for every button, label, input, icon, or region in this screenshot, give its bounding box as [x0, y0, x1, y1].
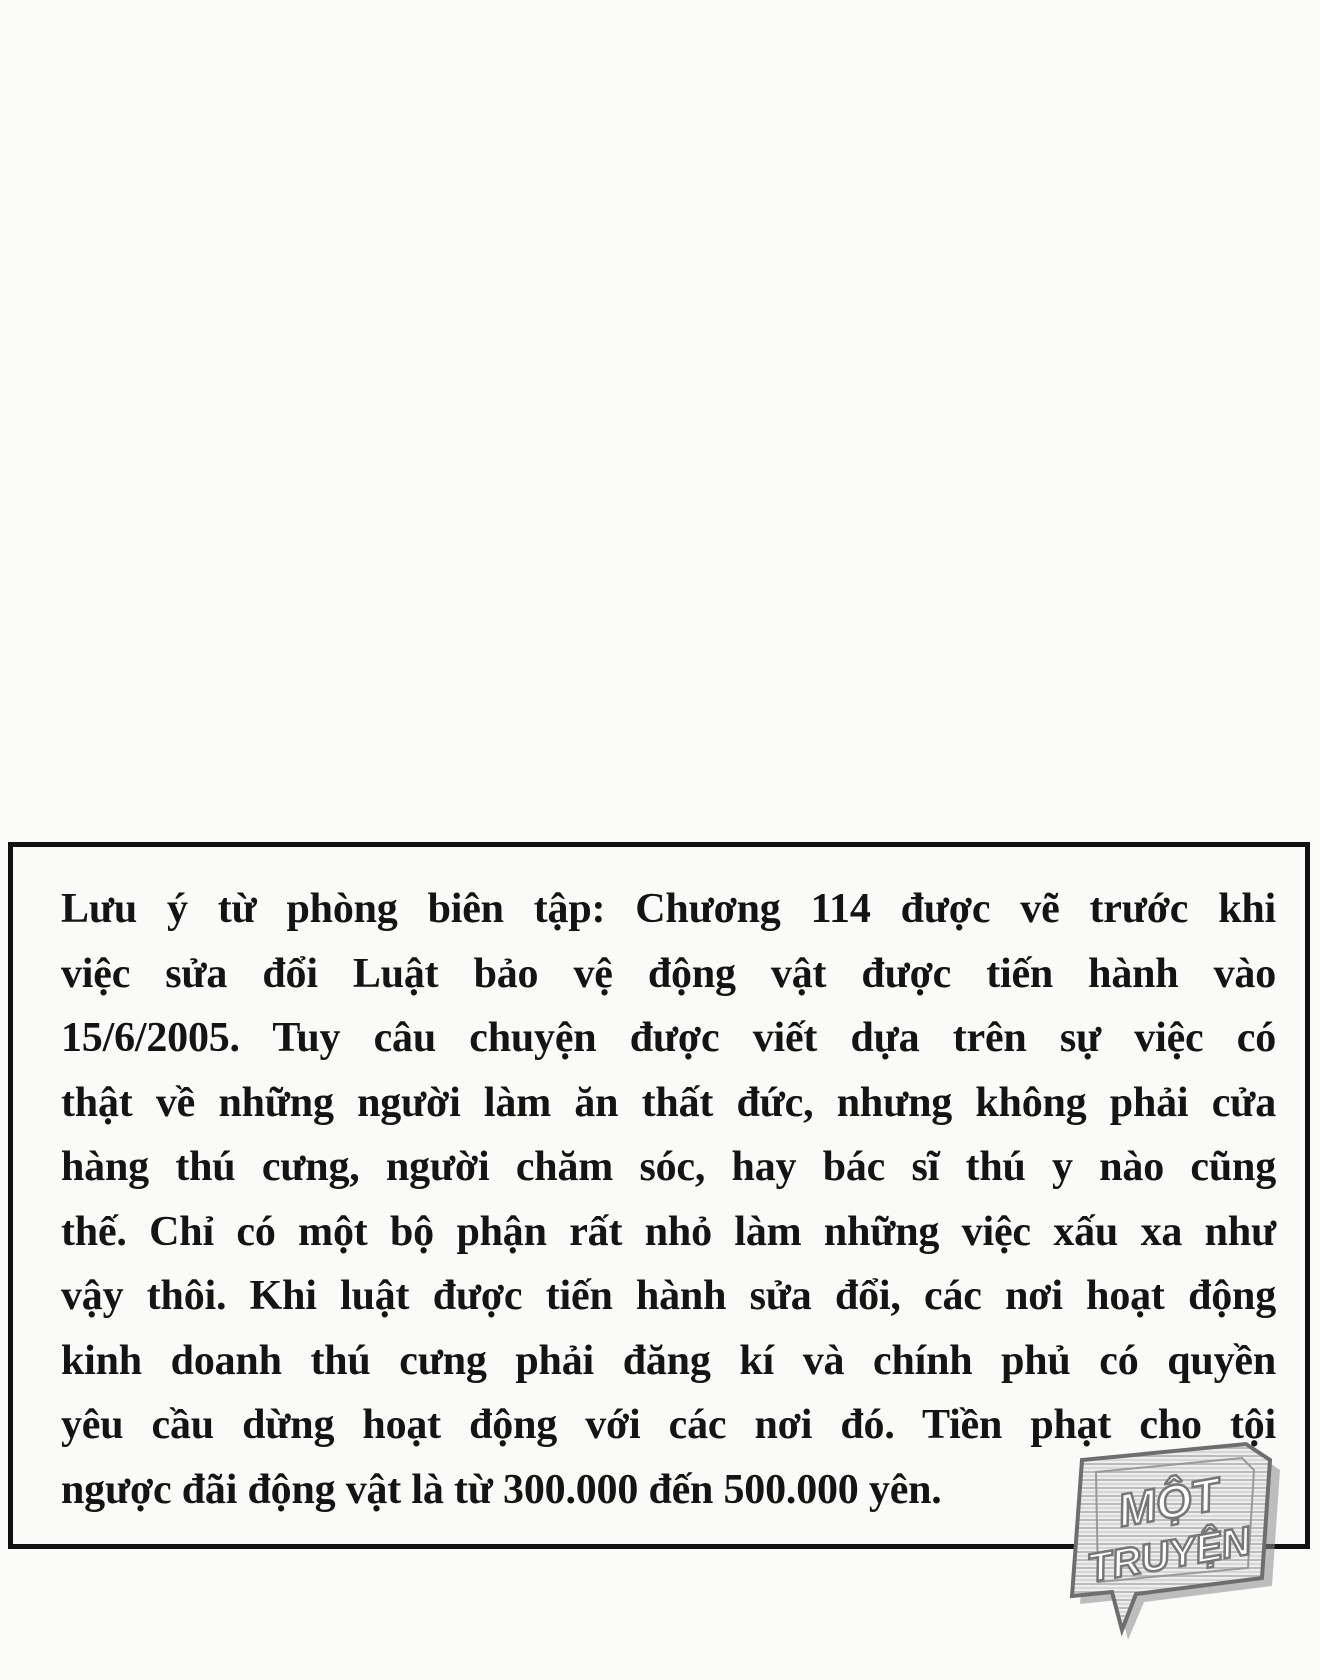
- note-line: thật về những người làm ăn thất đức, nhưng không phải cửa: [61, 1079, 1276, 1126]
- note-line: kinh doanh thú cưng phải đăng kí và chính phủ có quyền: [61, 1337, 1276, 1384]
- note-line: việc sửa đổi Luật bảo vệ động vật được tiến hành vào: [61, 950, 1276, 997]
- note-line: Lưu ý từ phòng biên tập: Chương 114 được vẽ trước khi: [61, 886, 1276, 932]
- note-line: thế. Chỉ có một bộ phận rất nhỏ làm những việc xấu xa như: [61, 1208, 1276, 1255]
- speech-bubble-logo-icon: [1058, 1430, 1288, 1650]
- svg-text:MỘT: MỘT: [1113, 1467, 1224, 1537]
- editorial-note-text: [61, 877, 1276, 1522]
- svg-text:TRUYỆN: TRUYỆN: [1084, 1519, 1254, 1592]
- note-line: vậy thôi. Khi luật được tiến hành sửa đổi, các nơi hoạt động: [61, 1273, 1276, 1319]
- note-line: yêu cầu dừng hoạt động với các nơi đó. Tiền phạt cho tội: [61, 1402, 1276, 1448]
- watermark-logo: [1058, 1430, 1288, 1650]
- note-line: 15/6/2005. Tuy câu chuyện được viết dựa trên sự việc có: [61, 1015, 1276, 1061]
- note-line: ngược đãi động vật là từ 300.000 đến 500.000 yên.: [61, 1466, 942, 1513]
- note-line: hàng thú cưng, người chăm sóc, hay bác sĩ thú y nào cũng: [61, 1144, 1276, 1190]
